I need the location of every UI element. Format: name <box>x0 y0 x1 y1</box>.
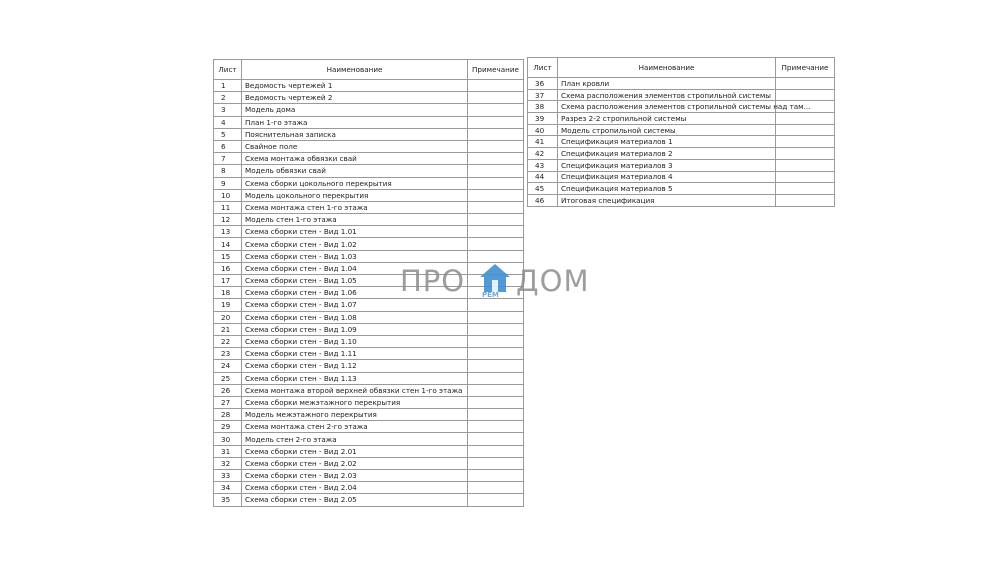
sheet-name-cell: Схема монтажа второй верхней обвязки стен 1-го этажа <box>242 384 468 396</box>
sheet-note-cell <box>776 113 835 125</box>
sheet-name-cell: Пояснительная записка <box>242 128 468 140</box>
table-row <box>214 482 524 494</box>
sheet-number-cell: 28 <box>214 409 242 421</box>
table-row <box>528 101 835 113</box>
table-row <box>214 335 524 347</box>
sheet-note-cell <box>468 360 524 372</box>
table-row <box>214 372 524 384</box>
sheet-note-cell <box>468 128 524 140</box>
sheet-name-cell: Схема монтажа стен 1-го этажа <box>242 201 468 213</box>
sheet-note-cell <box>776 183 835 195</box>
sheet-name-cell: Схема сборки стен - Вид 1.03 <box>242 250 468 262</box>
house-icon <box>478 262 512 294</box>
sheet-note-cell <box>468 104 524 116</box>
sheet-note-cell <box>468 80 524 92</box>
sheet-number-cell: 40 <box>528 124 558 136</box>
sheet-note-cell <box>468 153 524 165</box>
sheet-number-cell: 46 <box>528 194 558 206</box>
sheet-name-cell: Модель обвязки свай <box>242 165 468 177</box>
sheet-note-cell <box>468 445 524 457</box>
sheet-number-cell: 34 <box>214 482 242 494</box>
sheet-name-cell: Схема сборки стен - Вид 1.09 <box>242 323 468 335</box>
sheet-name-cell: Свайное поле <box>242 140 468 152</box>
sheet-name-cell: Схема сборки стен - Вид 1.10 <box>242 335 468 347</box>
column-header-name: Наименование <box>558 58 776 78</box>
column-header-note: Примечание <box>776 58 835 78</box>
sheet-number-cell: 16 <box>214 262 242 274</box>
sheet-name-cell: Схема монтажа стен 2-го этажа <box>242 421 468 433</box>
sheet-name-cell: Ведомость чертежей 1 <box>242 80 468 92</box>
sheet-name-cell: Модель межэтажного перекрытия <box>242 409 468 421</box>
sheet-number-cell: 4 <box>214 116 242 128</box>
sheet-note-cell <box>468 177 524 189</box>
sheet-note-cell <box>468 348 524 360</box>
table-row <box>528 124 835 136</box>
table-row <box>214 384 524 396</box>
table-row <box>528 183 835 195</box>
sheet-note-cell <box>468 116 524 128</box>
sheet-name-cell: План 1-го этажа <box>242 116 468 128</box>
column-header-sheet: Лист <box>214 60 242 80</box>
sheet-note-cell <box>468 372 524 384</box>
sheet-name-cell: Спецификация материалов 3 <box>558 159 776 171</box>
sheet-number-cell: 29 <box>214 421 242 433</box>
sheet-number-cell: 10 <box>214 189 242 201</box>
sheet-number-cell: 23 <box>214 348 242 360</box>
table-row <box>214 214 524 226</box>
table-row <box>214 189 524 201</box>
sheet-note-cell <box>468 226 524 238</box>
sheet-name-cell: Схема расположения элементов стропильной системы <box>558 89 776 101</box>
sheet-name-cell: Схема сборки стен - Вид 2.01 <box>242 445 468 457</box>
sheet-number-cell: 26 <box>214 384 242 396</box>
column-header-name: Наименование <box>242 60 468 80</box>
sheet-number-cell: 37 <box>528 89 558 101</box>
sheet-note-cell <box>468 238 524 250</box>
table-row <box>214 421 524 433</box>
sheet-note-cell <box>776 194 835 206</box>
sheet-number-cell: 44 <box>528 171 558 183</box>
sheet-number-cell: 12 <box>214 214 242 226</box>
sheet-name-cell: Схема монтажа обвязки свай <box>242 153 468 165</box>
table-header-row <box>214 60 524 80</box>
sheet-name-cell: Схема сборки стен - Вид 2.05 <box>242 494 468 506</box>
table-row <box>214 128 524 140</box>
sheet-number-cell: 17 <box>214 275 242 287</box>
sheet-note-cell <box>776 78 835 90</box>
sheet-note-cell <box>468 384 524 396</box>
sheet-name-cell: Схема сборки стен - Вид 1.11 <box>242 348 468 360</box>
sheet-number-cell: 11 <box>214 201 242 213</box>
sheet-name-cell: Схема сборки стен - Вид 1.05 <box>242 275 468 287</box>
sheet-note-cell <box>468 482 524 494</box>
table-row <box>214 445 524 457</box>
sheet-note-cell <box>468 421 524 433</box>
table-row <box>214 409 524 421</box>
sheet-name-cell: Спецификация материалов 2 <box>558 148 776 160</box>
table-row <box>214 226 524 238</box>
sheet-name-cell: Схема сборки стен - Вид 1.06 <box>242 287 468 299</box>
table-row <box>214 323 524 335</box>
table-row <box>214 360 524 372</box>
sheet-note-cell <box>776 148 835 160</box>
sheet-name-cell: Схема сборки стен - Вид 1.13 <box>242 372 468 384</box>
table-row <box>214 165 524 177</box>
sheet-note-cell <box>468 92 524 104</box>
column-header-sheet: Лист <box>528 58 558 78</box>
table-row <box>528 148 835 160</box>
sheet-name-cell: Модель стропильной системы <box>558 124 776 136</box>
sheet-note-cell <box>776 136 835 148</box>
sheet-name-cell: Модель цокольного перекрытия <box>242 189 468 201</box>
table-body <box>528 78 835 207</box>
table-row <box>528 78 835 90</box>
sheet-number-cell: 24 <box>214 360 242 372</box>
sheet-number-cell: 35 <box>214 494 242 506</box>
sheet-note-cell <box>468 323 524 335</box>
table-row <box>214 396 524 408</box>
sheet-name-cell: Схема сборки стен - Вид 1.12 <box>242 360 468 372</box>
sheet-number-cell: 42 <box>528 148 558 160</box>
table-row <box>214 153 524 165</box>
sheet-name-cell: Схема сборки стен - Вид 1.08 <box>242 311 468 323</box>
sheet-number-cell: 14 <box>214 238 242 250</box>
sheet-number-cell: 6 <box>214 140 242 152</box>
sheet-number-cell: 1 <box>214 80 242 92</box>
sheet-name-cell: Модель дома <box>242 104 468 116</box>
sheet-note-cell <box>468 311 524 323</box>
sheet-name-cell: Спецификация материалов 4 <box>558 171 776 183</box>
sheet-number-cell: 33 <box>214 470 242 482</box>
sheet-number-cell: 15 <box>214 250 242 262</box>
table-row <box>214 457 524 469</box>
sheet-name-cell: Итоговая спецификация <box>558 194 776 206</box>
table-row <box>214 470 524 482</box>
table-row <box>528 194 835 206</box>
sheet-name-cell: Спецификация материалов 5 <box>558 183 776 195</box>
table-row <box>214 177 524 189</box>
watermark-text-left: ПРО <box>400 264 466 298</box>
sheet-number-cell: 9 <box>214 177 242 189</box>
sheet-number-cell: 13 <box>214 226 242 238</box>
table-row <box>214 433 524 445</box>
table-row <box>528 159 835 171</box>
sheet-number-cell: 22 <box>214 335 242 347</box>
column-header-note: Примечание <box>468 60 524 80</box>
sheet-note-cell <box>468 470 524 482</box>
table-header-row <box>528 58 835 78</box>
watermark-logo <box>400 262 600 304</box>
table-row <box>214 92 524 104</box>
watermark-subtext: РЕМ <box>482 291 499 299</box>
table-row <box>528 136 835 148</box>
sheet-note-cell <box>776 159 835 171</box>
sheet-number-cell: 27 <box>214 396 242 408</box>
sheet-note-cell <box>468 140 524 152</box>
sheet-name-cell: Схема сборки стен - Вид 2.03 <box>242 470 468 482</box>
sheet-number-cell: 32 <box>214 457 242 469</box>
table-row <box>214 140 524 152</box>
sheet-note-cell <box>468 409 524 421</box>
sheet-name-cell: Спецификация материалов 1 <box>558 136 776 148</box>
sheet-note-cell <box>776 124 835 136</box>
sheet-number-cell: 20 <box>214 311 242 323</box>
sheet-name-cell: Схема сборки межэтажного перекрытия <box>242 396 468 408</box>
sheet-note-cell <box>468 433 524 445</box>
sheet-number-cell: 3 <box>214 104 242 116</box>
table-row <box>214 238 524 250</box>
sheet-name-cell: Разрез 2-2 стропильной системы <box>558 113 776 125</box>
sheet-number-cell: 19 <box>214 299 242 311</box>
sheet-name-cell: Схема сборки стен - Вид 1.04 <box>242 262 468 274</box>
table-row <box>214 201 524 213</box>
sheet-name-cell: Модель стен 1-го этажа <box>242 214 468 226</box>
sheet-number-cell: 30 <box>214 433 242 445</box>
sheet-name-cell: Схема сборки цокольного перекрытия <box>242 177 468 189</box>
sheet-number-cell: 2 <box>214 92 242 104</box>
sheet-name-cell: Схема сборки стен - Вид 2.02 <box>242 457 468 469</box>
sheet-note-cell <box>776 89 835 101</box>
sheet-note-cell <box>468 165 524 177</box>
sheet-number-cell: 36 <box>528 78 558 90</box>
sheet-number-cell: 41 <box>528 136 558 148</box>
table-row <box>214 348 524 360</box>
sheet-number-cell: 45 <box>528 183 558 195</box>
watermark-text-right: ДОМ <box>516 264 590 298</box>
sheet-number-cell: 25 <box>214 372 242 384</box>
sheet-number-cell: 18 <box>214 287 242 299</box>
sheet-name-cell: Схема сборки стен - Вид 2.04 <box>242 482 468 494</box>
sheet-number-cell: 31 <box>214 445 242 457</box>
sheet-note-cell <box>468 494 524 506</box>
sheet-number-cell: 7 <box>214 153 242 165</box>
table-row <box>528 89 835 101</box>
sheet-note-cell <box>468 214 524 226</box>
sheet-number-cell: 21 <box>214 323 242 335</box>
table-row <box>214 104 524 116</box>
sheet-name-cell: План кровли <box>558 78 776 90</box>
sheet-number-cell: 5 <box>214 128 242 140</box>
sheet-name-cell: Схема сборки стен - Вид 1.02 <box>242 238 468 250</box>
table-row <box>214 250 524 262</box>
sheet-name-cell: Ведомость чертежей 2 <box>242 92 468 104</box>
sheet-number-cell: 39 <box>528 113 558 125</box>
sheet-note-cell <box>468 457 524 469</box>
drawing-list-table-right <box>527 57 835 207</box>
sheet-note-cell <box>468 335 524 347</box>
sheet-name-cell: Схема расположения элементов стропильной системы над там... <box>558 101 776 113</box>
table-row <box>214 311 524 323</box>
sheet-number-cell: 8 <box>214 165 242 177</box>
table-row <box>214 80 524 92</box>
sheet-note-cell <box>776 171 835 183</box>
table-row <box>214 494 524 506</box>
sheet-note-cell <box>468 201 524 213</box>
sheet-note-cell <box>468 189 524 201</box>
table-row <box>528 171 835 183</box>
sheet-note-cell <box>468 396 524 408</box>
table-row <box>214 116 524 128</box>
sheet-name-cell: Модель стен 2-го этажа <box>242 433 468 445</box>
sheet-number-cell: 38 <box>528 101 558 113</box>
table-row <box>528 113 835 125</box>
sheet-name-cell: Схема сборки стен - Вид 1.07 <box>242 299 468 311</box>
sheet-note-cell <box>468 250 524 262</box>
sheet-number-cell: 43 <box>528 159 558 171</box>
sheet-name-cell: Схема сборки стен - Вид 1.01 <box>242 226 468 238</box>
